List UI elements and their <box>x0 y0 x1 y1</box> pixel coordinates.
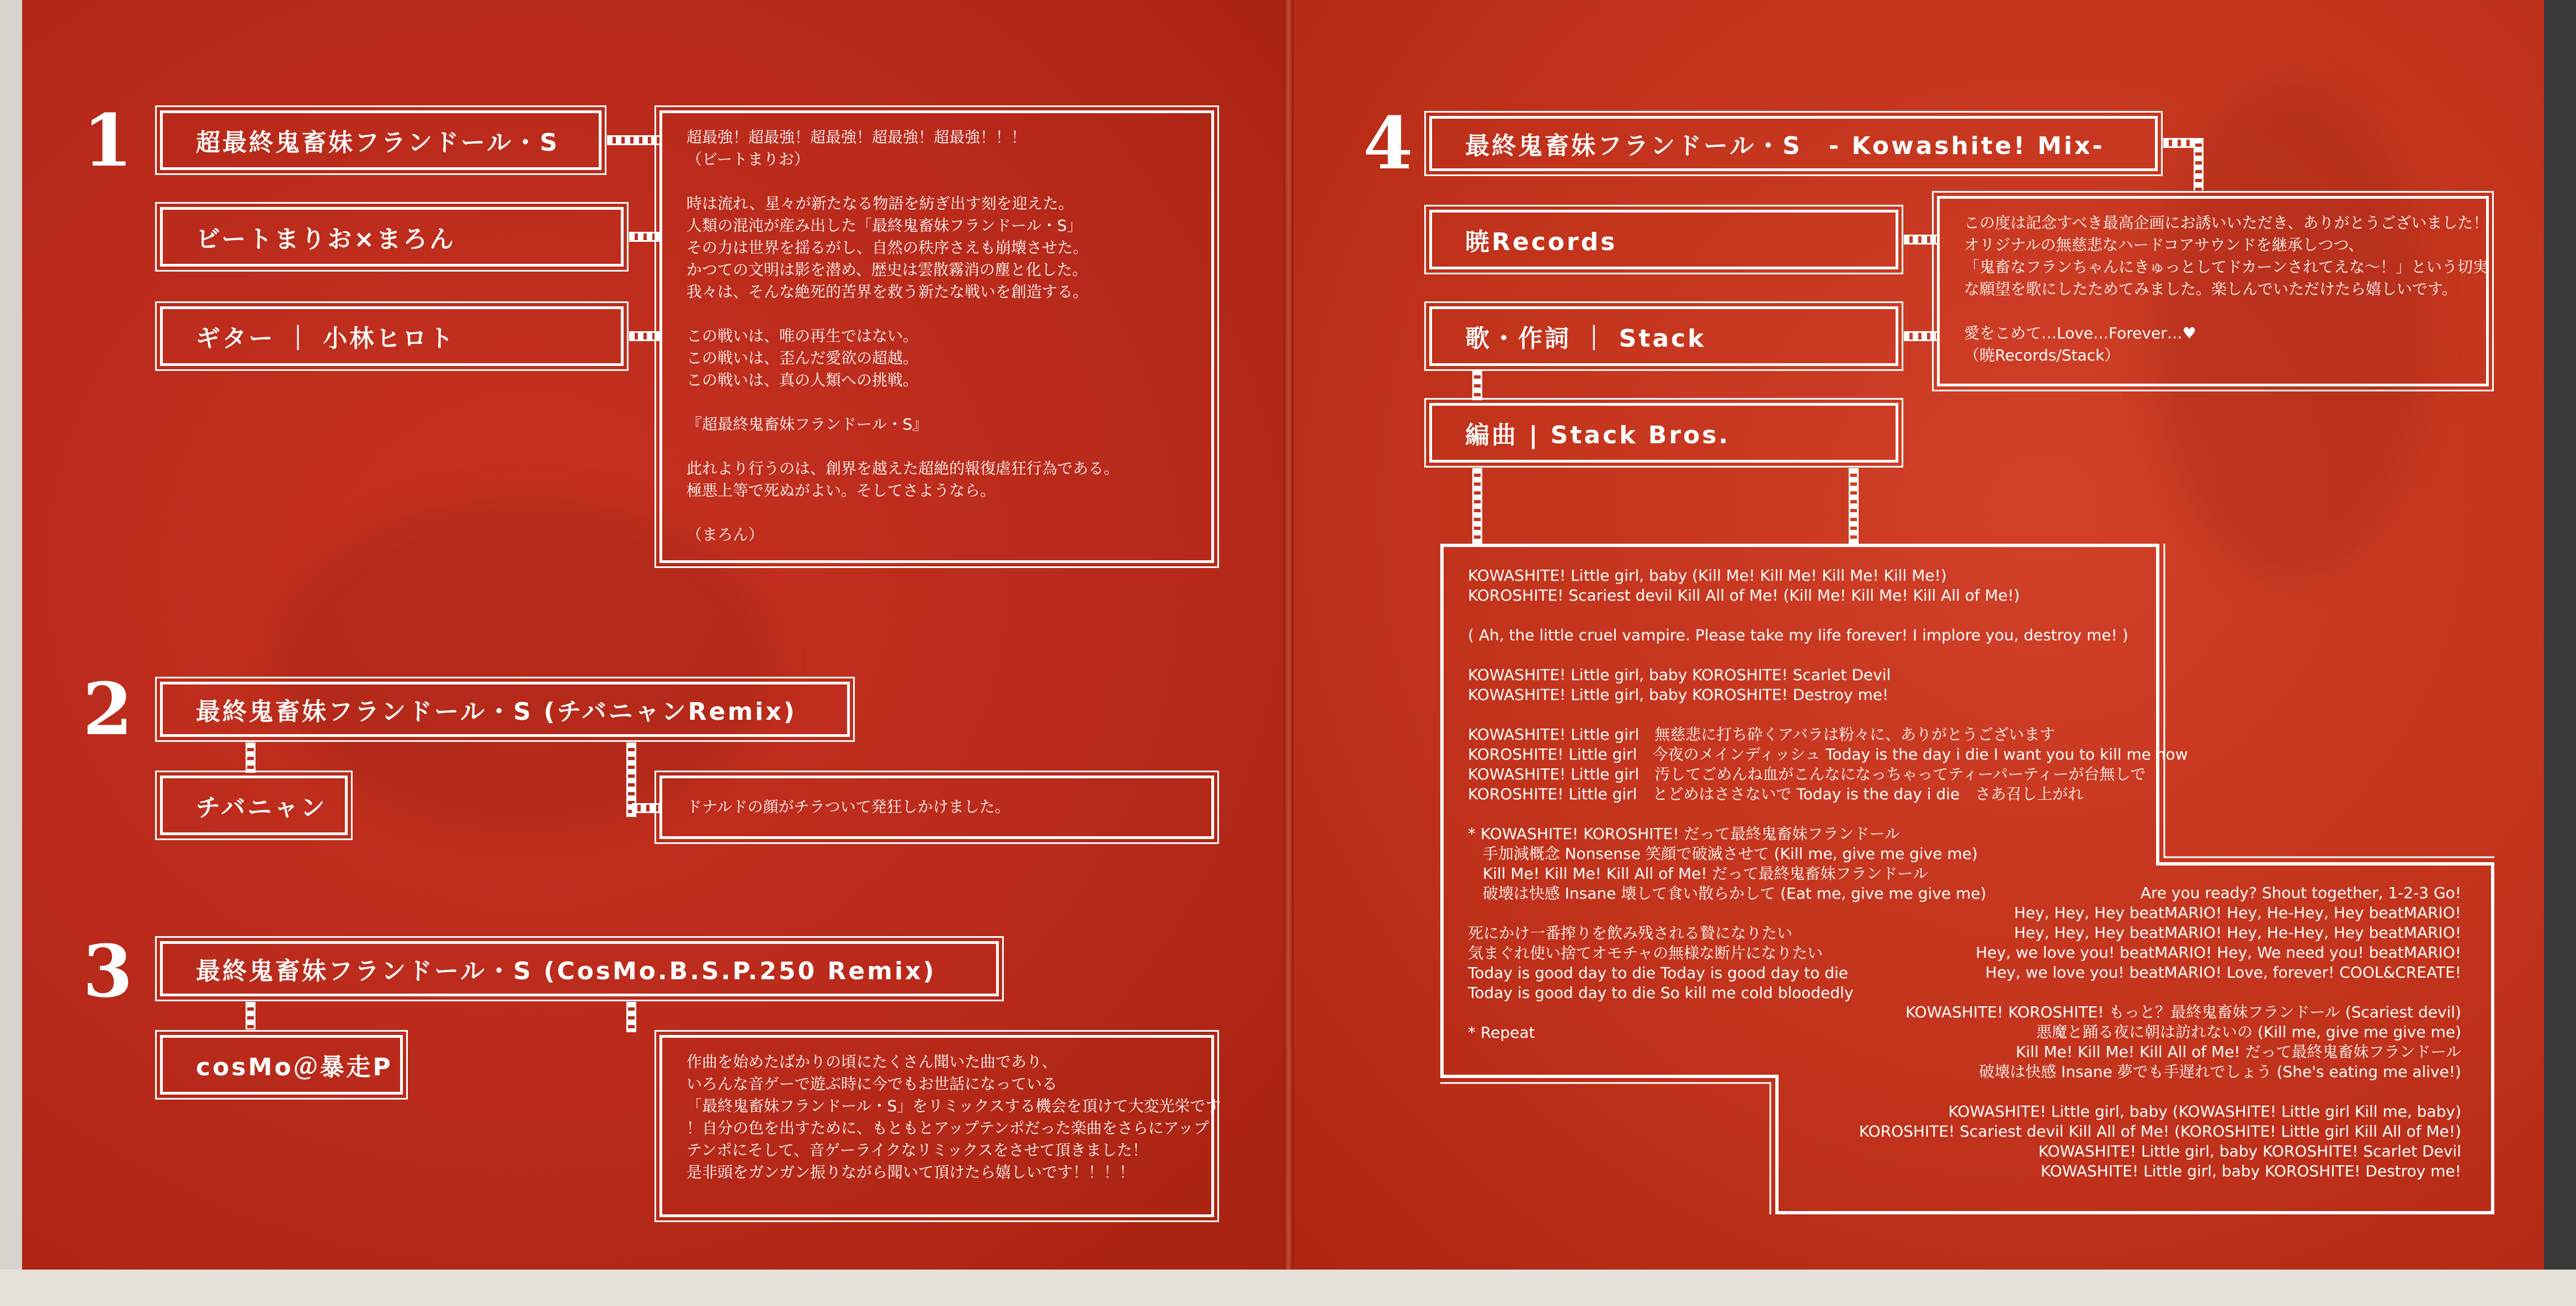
lyrics-credit: 歌・作詞 ｜ Stack <box>1429 306 1898 366</box>
lyrics-right: Are you ready? Shout together, 1-2-3 Go! Hey, Hey, Hey beatMARIO! Hey, He-Hey, Hey beatMARIO! Hey, Hey, Hey beatMARIO! Hey, He-Hey, Hey beatMARIO! Hey, we love you! beatMARIO! Hey, We need you! beatMARIO! Hey, we love you! beatMARIO! Love, forever! COOL&CREATE! KOWASHITE! KOROSHITE! もっと？最終鬼畜妹フランドール (Scariest devil) 悪魔と踊る夜に朝は訪れないの (Kill me, give me give me) Kill Me! Kill Me! Kill All of Me! だって最終鬼畜妹フランドール 破壊は快感 Insane 夢でも手遅れでしょう (She's eating me alive!) KOWASHITE! Little girl, baby (KOWASHITE! Little girl Kill me, baby) KOROSHITE! Scariest devil Kill All of Me! (KOROSHITE! Little girl Kill All of Me!) KOWASHITE! Little girl, baby KOROSHITE! Scarlet Devil KOWASHITE! Little girl, baby KOROSHITE! Destroy me! <box>1859 884 2461 1180</box>
comment-box: ドナルドの顔がチラついて発狂しかけました。 <box>659 776 1214 839</box>
scan-edge-right <box>2544 0 2576 1270</box>
comment-box: 作曲を始めたばかりの頃にたくさん聞いた曲であり、 いろんな音ゲーで遊ぶ時に今でもお世話になっている 「最終鬼畜妹フランドール・S」をリミックスする機会を頂けて大変光栄です ！自分の色を出すために、もともとアップテンポだった楽曲をさらにアップ テンポにそして、音ゲーライクなリミックスをさせて頂きました！ 是非頭をガンガン振りながら聞いて頂けたら嬉しいです！！！！ <box>659 1035 1214 1217</box>
chain-connector <box>1904 235 1937 245</box>
chain-connector <box>1472 370 1482 400</box>
track-number: 3 <box>83 929 133 1013</box>
track-number: 1 <box>83 98 133 183</box>
chain-connector <box>2163 138 2194 148</box>
scan-edge-bottom <box>0 1270 2576 1306</box>
chain-connector <box>1904 331 1937 341</box>
artist-credit: チバニャン <box>160 776 348 835</box>
track-title: 最終鬼畜妹フランドール・S (チバニャンRemix) <box>160 682 850 737</box>
artist-credit: ビートまりお×まろん <box>160 207 624 267</box>
chain-connector <box>246 742 256 773</box>
track-title: 最終鬼畜妹フランドール・S - Kowashite! Mix- <box>1429 116 2158 171</box>
chain-connector <box>1849 468 1859 545</box>
comment-box: この度は記念すべき最高企画にお誘いいただき、ありがとうございました！ オリジナルの無慈悲なハードコアサウンドを継承しつつ、 「鬼畜なフランちゃんにきゅっとしてドカーンされてえな～！」という切実 な願望を歌にしたためてみました。楽しんでいただけたら嬉しいです。 愛をこめて…Love…Forever…♥ （暁Records/Stack） <box>1937 196 2489 386</box>
chain-connector <box>246 1002 256 1029</box>
artist-credit: cosMo＠暴走P <box>160 1035 403 1095</box>
arrange-credit: 編曲 | Stack Bros. <box>1429 403 1898 463</box>
chain-connector <box>632 803 659 813</box>
chain-connector <box>1472 468 1482 545</box>
chain-connector <box>626 1002 636 1032</box>
chain-connector <box>629 331 659 341</box>
chain-connector <box>629 232 659 242</box>
track-number: 4 <box>1363 101 1413 185</box>
comment-box: 超最強！超最強！超最強！超最強！超最強！！！ （ビートまりお） 時は流れ、星々が新たなる物語を紡ぎ出す刻を迎えた。 人類の混沌が産み出した「最終鬼畜妹フランドール・S」 その力は世界を揺るがし、自然の秩序さえも崩壊させた。 かつての文明は影を潜め、歴史は雲散霧消の塵と化した。 我々は、そんな絶死的苦界を救う新たな戦いを創造する。 この戦いは、唯の再生ではない。 この戦いは、歪んだ愛欲の超越。 この戦いは、真の人類への挑戦。 『超最終鬼畜妹フランドール・S』 此れより行うのは、創界を越えた超絶的報復虐狂行為である。 極悪上等で死ぬがよい。そしてさようなら。 （まろん） <box>659 110 1214 563</box>
track-number: 2 <box>83 667 133 751</box>
label-credit: 暁Records <box>1429 210 1898 269</box>
track-title: 最終鬼畜妹フランドール・S (CosMo.B.S.P.250 Remix) <box>160 941 999 996</box>
track-title: 超最終鬼畜妹フランドール・S <box>160 110 602 170</box>
chain-connector <box>2194 138 2204 190</box>
chain-connector <box>607 135 659 145</box>
lyrics-left: KOWASHITE! Little girl, baby (Kill Me! Kill Me! Kill Me! Kill Me!) KOROSHITE! Scariest devil Kill All of Me! (Kill Me! Kill Me! Kill All of Me!) ( Ah, the little cruel vampire. Please take my life forever! I implore you, destroy me! ) KOWASHITE! Little girl, baby KOROSHITE! Scarlet Devil KOWASHITE! Little girl, baby KOROSHITE! Destroy me! KOWASHITE! Little girl 無慈悲に打ち砕くアバラは粉々に、ありがとうございます KOROSHITE! Little girl 今夜のメインディッシュ Today is the day i die I want you to kill me now KOWASHITE! Little girl 汚してごめんね血がこんなになっちゃってティーパーティーが台無しで KOROSHITE! Little girl とどめはささないで Today is the day i die さあ召し上がれ * KOWASHITE! KOROSHITE! だって最終鬼畜妹フランドール 手加減概念 Nonsense 笑顔で破滅させて (Kill me, give me give me) Kill Me! Kill Me! Kill All of Me! だって最終鬼畜妹フランドール 破壊は快感 Insane 壊して食い散らかして (Eat me, give me give me) 死にかけ一番搾りを飲み残される贄になりたい 気まぐれ使い捨てオモチャの無様な断片になりたい Today is good day to die Today is good day to die Today is good day to die So kill me cold bloodedly * Repeat <box>1468 566 2188 1042</box>
guitar-credit: ギター ｜ 小林ヒロト <box>160 306 624 366</box>
center-fold <box>1284 0 1294 1270</box>
